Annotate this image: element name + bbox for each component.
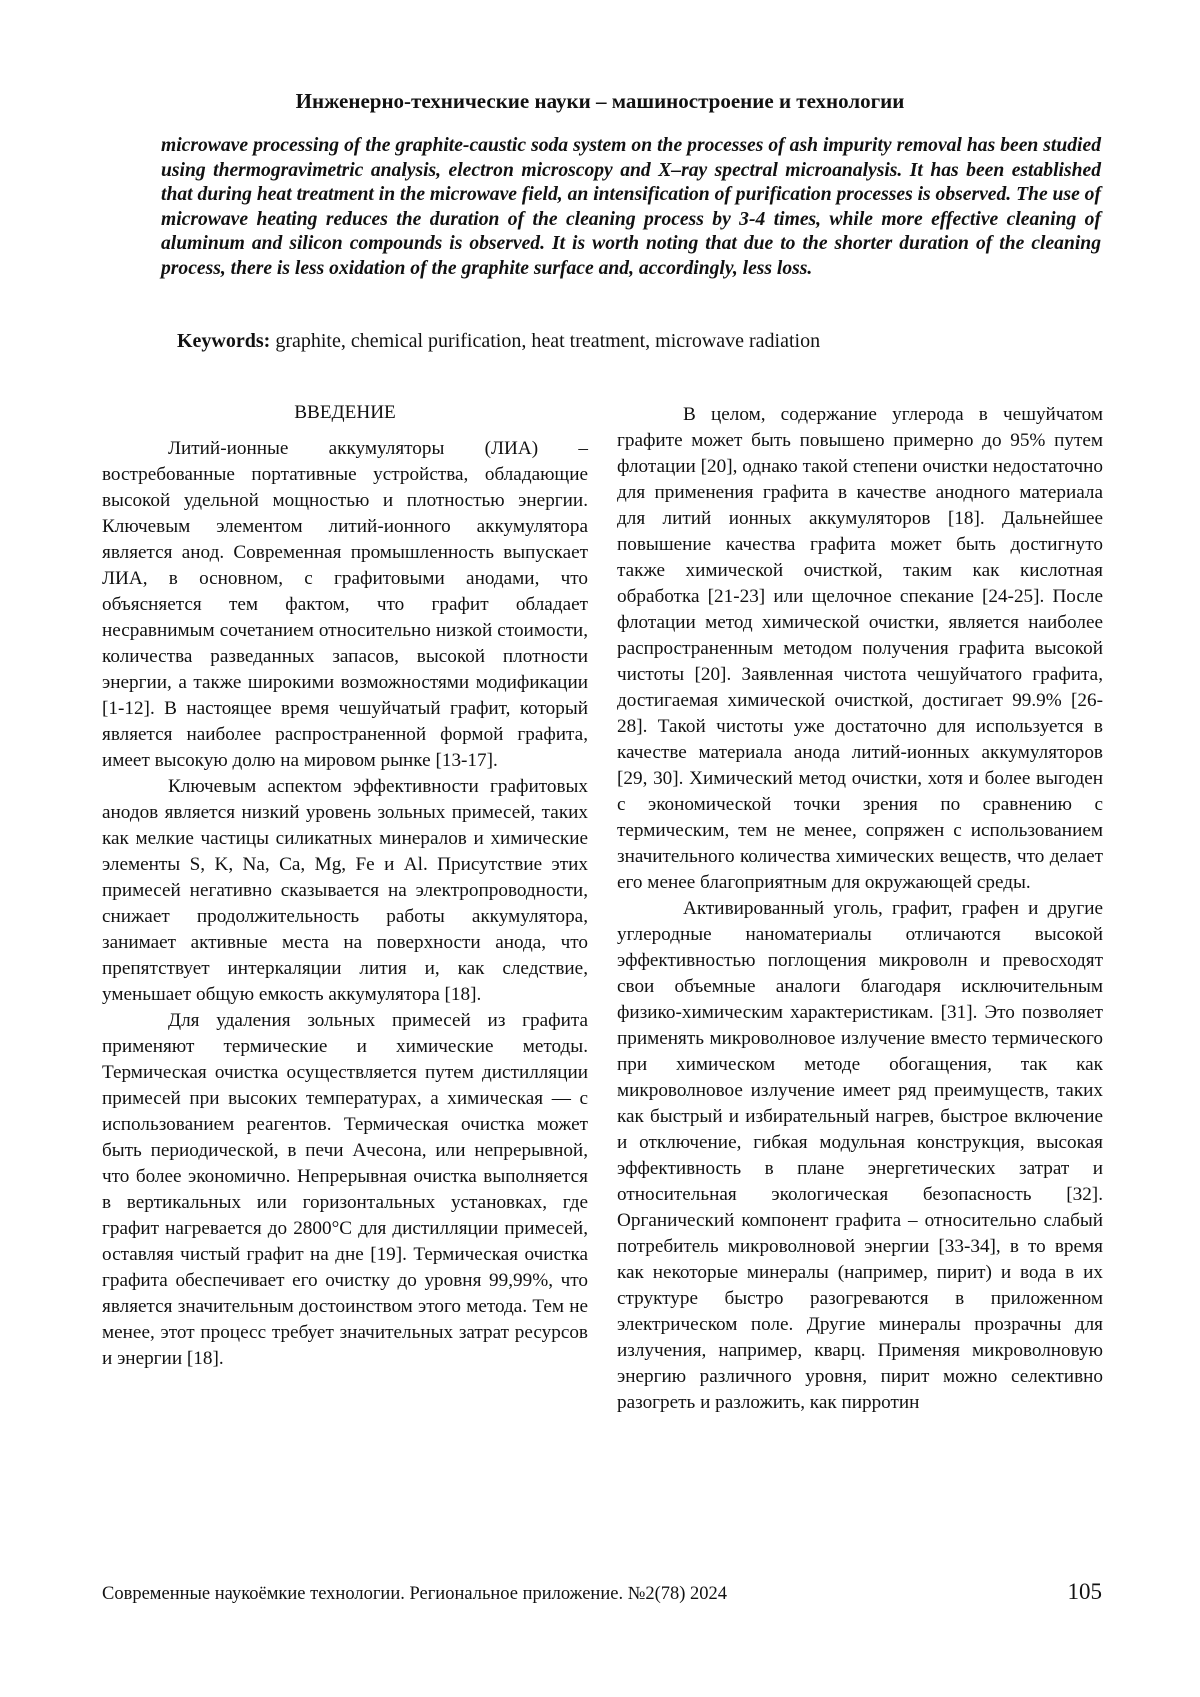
keywords-line <box>177 328 1101 354</box>
paragraph: Для удаления зольных примесей из графита применяют термические и химические методы. Термическая очистка осуществляется путем дистилляции примесей при высоких температурах, а химическая — с использованием реагентов. Термическая очистка может быть периодической, в печи Ачесона, или непрерывной, что более экономично. Непрерывная очистка выполняется в вертикальных или горизонтальных установках, где графит нагревается до 2800°C для дистилляции примесей, оставляя чистый графит на дне [19]. Термическая очистка графита обеспечивает его очистку до уровня 99,99%, что является значительным достоинством этого метода. Тем не менее, этот процесс требует значительных затрат ресурсов и энергии [18]. <box>102 1010 588 1369</box>
left-column <box>102 400 588 1372</box>
page-footer <box>102 1578 1102 1608</box>
right-column <box>617 402 1103 1416</box>
paragraph: Активированный уголь, графит, графен и другие углеродные наноматериалы отличаются высокой эффективностью поглощения микроволн и превосходят свои объемные аналоги благодаря исключительным физико-химическим характеристикам. [31]. Это позволяет применять микроволновое излучение вместо термического при химическом методе обогащения, так как микроволновое излучение имеет ряд преимуществ, таких как быстрый и избирательный нагрев, быстрое включение и отключение, гибкая модульная конструкция, высокая эффективность в плане энергетических затрат и относительная экологическая безопасность [32]. Органический компонент графита – относительно слабый потребитель микроволновой энергии [33-34], в то время как некоторые минералы (например, пирит) и вода в их структуре быстро разогреваются в приложенном электрическом поле. Другие минералы прозрачны для излучения, например, кварц. Применяя микроволновую энергию различного уровня, пирит можно селективно разогреть и разложить, как пирротин <box>617 898 1103 1413</box>
keywords-label: Keywords: <box>177 330 271 352</box>
abstract-text: microwave processing of the graphite-caustic soda system on the processes of ash impurity removal has been studied using thermogravimetric analysis, electron microscopy and X–ray spectral microanalysis. It has been established that during heat treatment in the microwave field, an intensification of purification processes is observed. The use of microwave heating reduces the duration of the cleaning process by 3-4 times, while more effective cleaning of aluminum and silicon compounds is observed. It is worth noting that due to the shorter duration of the cleaning process, there is less oxidation of the graphite surface and, accordingly, less loss. <box>161 135 1101 279</box>
keywords-list: graphite, chemical purification, heat treatment, microwave radiation <box>270 330 821 352</box>
section-title-introduction: ВВЕДЕНИЕ <box>294 402 396 423</box>
running-title: Инженерно-технические науки – машиностроение и технологии <box>295 89 905 113</box>
page-number: 105 <box>1067 1579 1102 1604</box>
paragraph: В целом, содержание углерода в чешуйчатом графите может быть повышено примерно до 95% путем флотации [20], однако такой степени очистки недостаточно для применения графита в качестве анодного материала для литий ионных аккумуляторов [18]. Дальнейшее повышение качества графита может быть достигнуто также химической очисткой, таким как кислотная обработка [21-23] или щелочное спекание [24-25]. После флотации метод химической очистки, является наиболее распространенным методом получения графита высокой чистоты [20]. Заявленная чистота чешуйчатого графита, достигаемая химической очисткой, достигает 99.9% [26-28]. Такой чистоты уже достаточно для используется в качестве материала анода литий-ионных аккумуляторов [29, 30]. Химический метод очистки, хотя и более выгоден с экономической точки зрения по сравнению с термическим, тем не менее, сопряжен с использованием значительного количества химических веществ, что делает его менее благоприятным для окружающей среды. <box>617 404 1103 893</box>
paragraph: Литий-ионные аккумуляторы (ЛИА) – востребованные портативные устройства, обладающие высокой удельной мощностью и плотностью энергии. Ключевым элементом литий-ионного аккумулятора является анод. Современная промышленность выпускает ЛИА, в основном, с графитовыми анодами, что объясняется тем фактом, что графит обладает несравнимым сочетанием относительно низкой стоимости, количества разведанных запасов, высокой плотности энергии, а также широкими возможностями модификации [1-12]. В настоящее время чешуйчатый графит, который является наиболее распространенной формой графита, имеет высокую долю на мировом рынке [13-17]. <box>102 438 588 771</box>
paragraph: Ключевым аспектом эффективности графитовых анодов является низкий уровень зольных примесей, таких как мелкие частицы силикатных минералов и химические элементы S, K, Na, Ca, Mg, Fe и Al. Присутствие этих примесей негативно сказывается на электропроводности, снижает продолжительность работы аккумулятора, занимает активные места на поверхности анода, что препятствует интеркаляции лития и, как следствие, уменьшает общую емкость аккумулятора [18]. <box>102 776 588 1005</box>
footer-journal-title: Современные наукоёмкие технологии. Региональное приложение. №2(78) 2024 <box>102 1584 728 1604</box>
